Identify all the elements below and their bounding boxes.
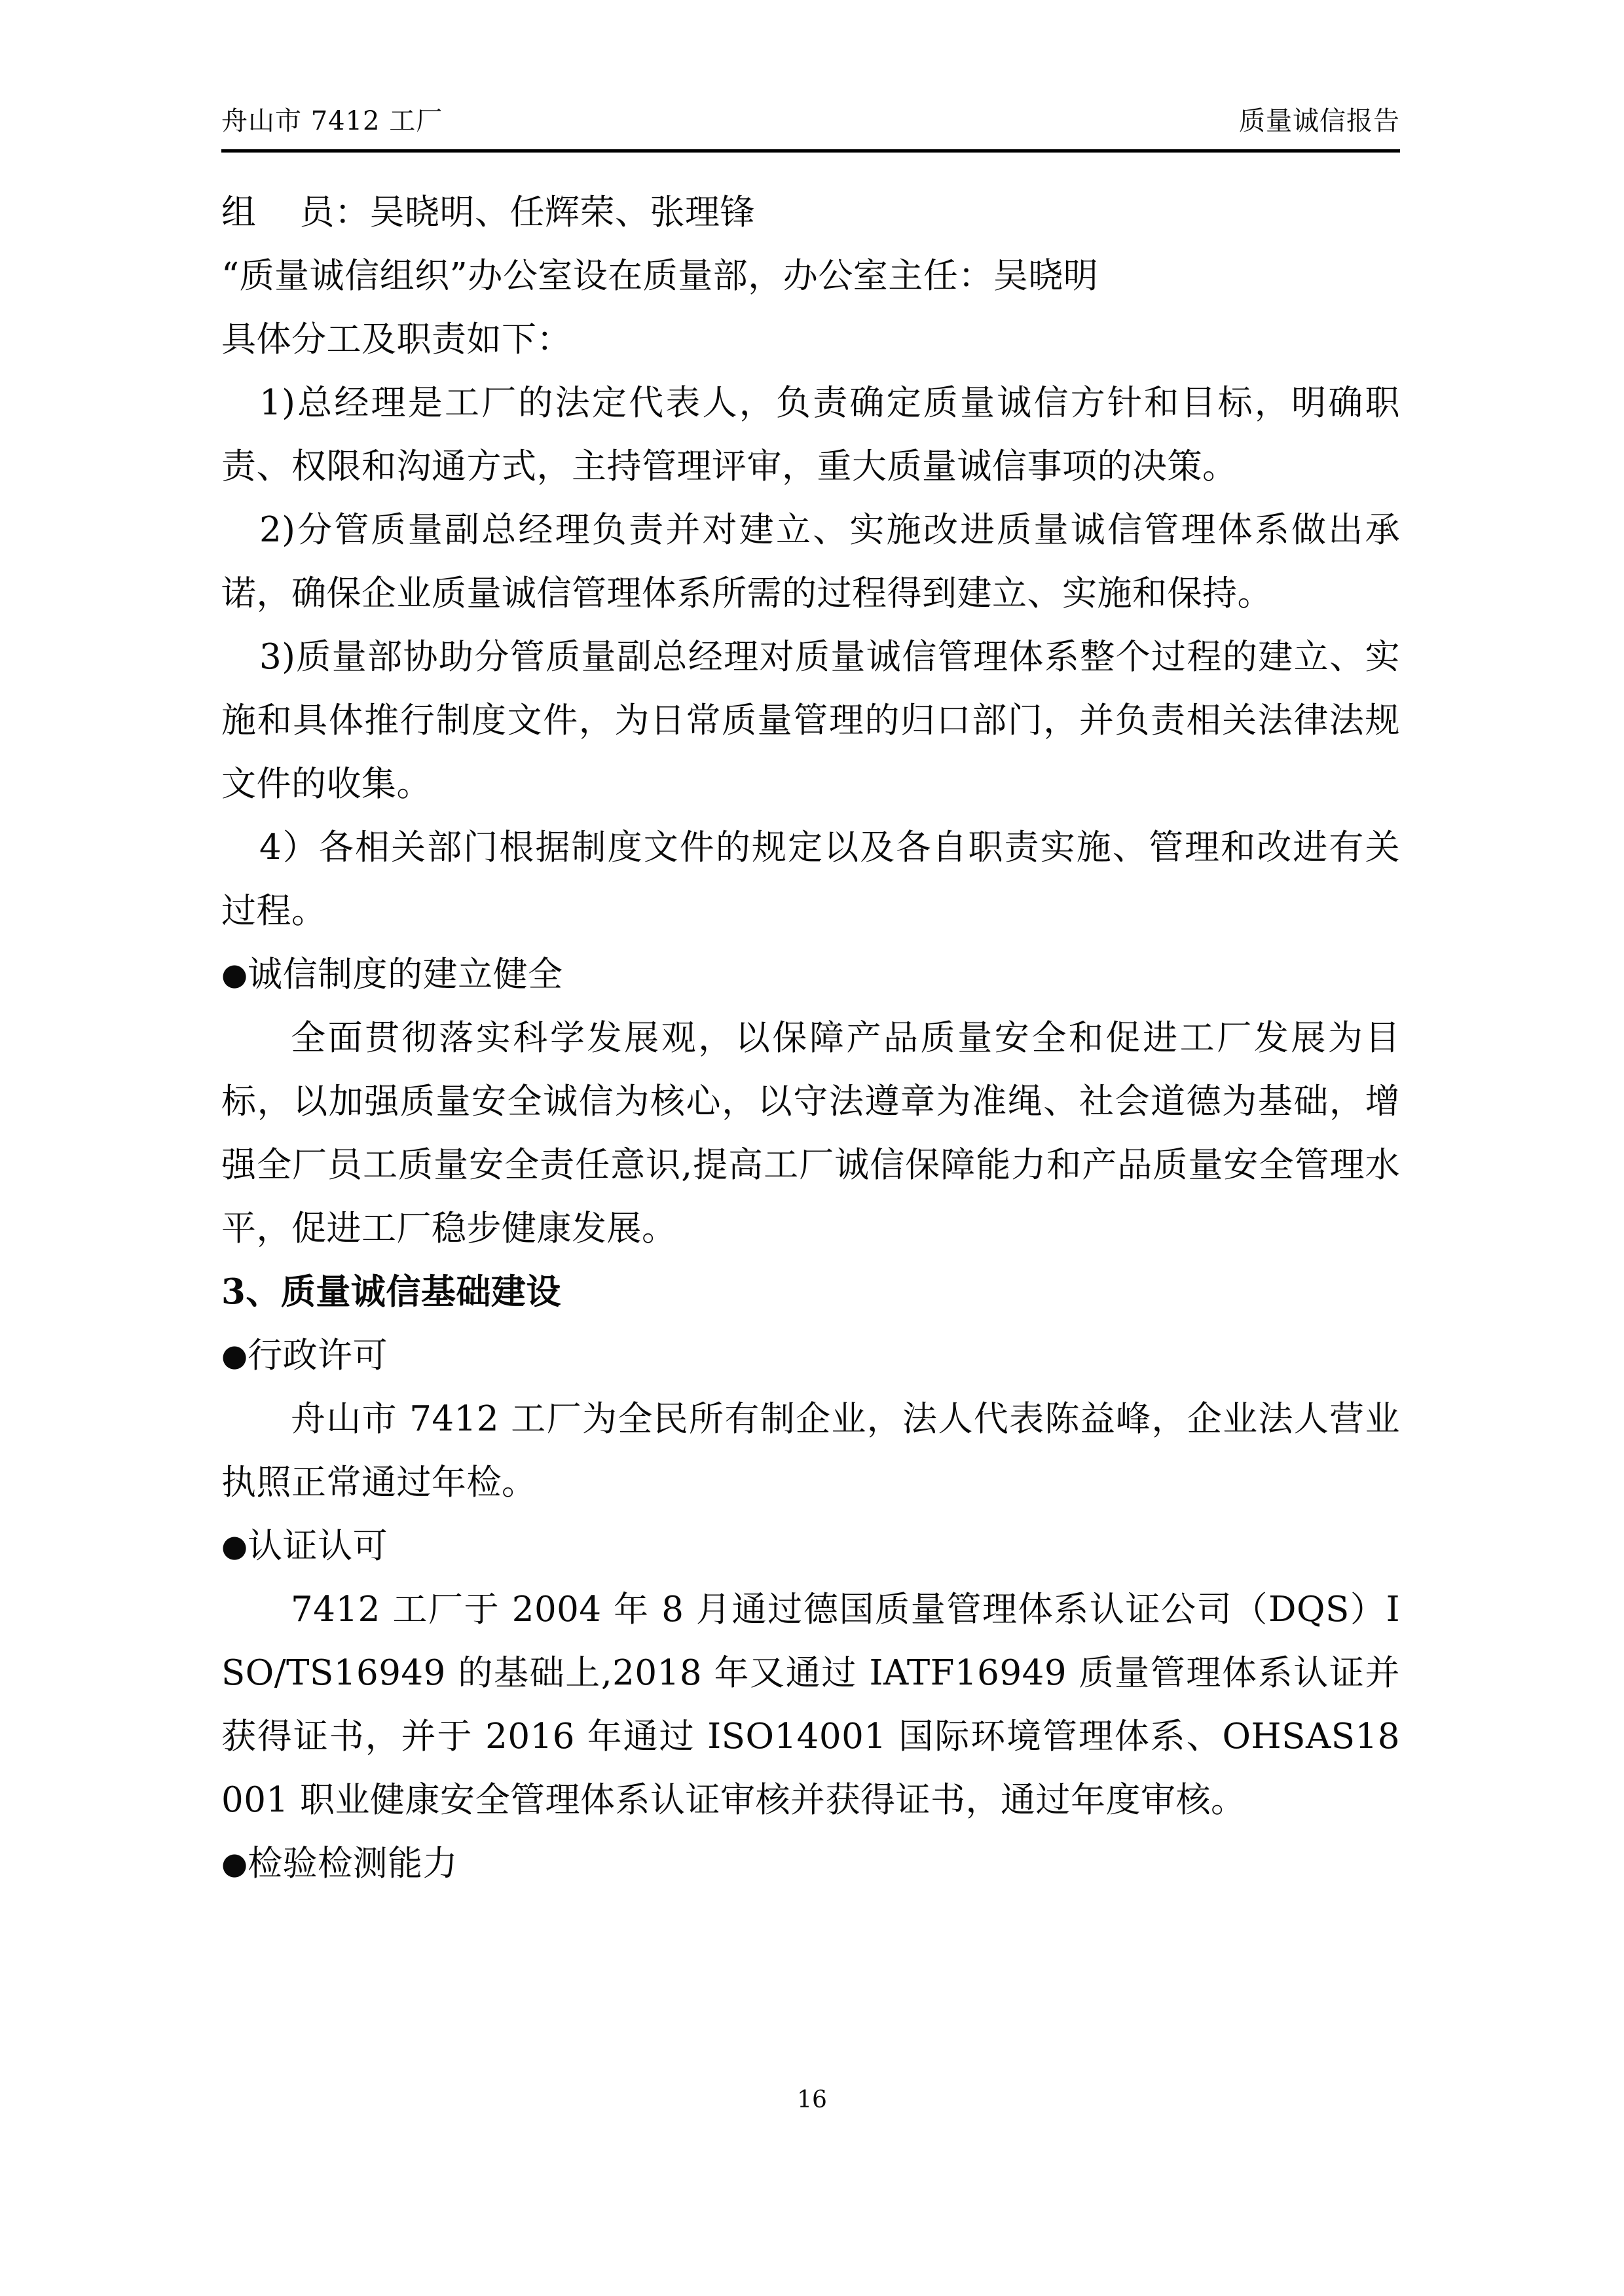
page-number: 16 (797, 2086, 827, 2113)
team-members-value: 员：吴晓明、任辉荣、张理锋 (299, 192, 755, 232)
bullet-heading-certification-label: 认证认可 (248, 1526, 388, 1566)
paragraph-duty-1: 1)总经理是工厂的法定代表人，负责确定质量诚信方针和目标，明确职责、权限和沟通方式，主持管理评审，重大质量诚信事项的决策。 (221, 383, 1400, 486)
paragraph-certification: 7412 工厂于 2004 年 8 月通过德国质量管理体系认证公司（DQS）ISO/TS16949 的基础上,2018 年又通过 IATF16949 质量管理体系认证并获得证书，并于 2016 年通过 ISO14001 国际环境管理体系、OHSAS18001 职业健康安全管理体系认证审核并获得证书，通过年度审核。 (221, 1590, 1400, 1820)
paragraph-office-location: “质量诚信组织”办公室设在质量部，办公室主任：吴晓明 (221, 256, 1099, 296)
page-header (221, 108, 1400, 134)
bullet-dot-icon: ● (221, 1528, 248, 1563)
bullet-dot-icon: ● (221, 1338, 248, 1373)
paragraph-integrity-system: 全面贯彻落实科学发展观，以保障产品质量安全和促进工厂发展为目标，以加强质量安全诚信为核心，以守法遵章为准绳、社会道德为基础，增强全厂员工质量安全责任意识,提高工厂诚信保障能力和产品质量安全管理水平，促进工厂稳步健康发展。 (221, 1018, 1400, 1248)
paragraph-team-members (221, 181, 1400, 244)
paragraph-admin-license: 舟山市 7412 工厂为全民所有制企业，法人代表陈益峰，企业法人营业执照正常通过年检。 (221, 1399, 1400, 1503)
bullet-heading-certification (221, 1514, 1400, 1578)
bullet-heading-inspection-capability-label: 检验检测能力 (248, 1844, 458, 1884)
bullet-heading-inspection-capability (221, 1832, 1400, 1895)
bullet-heading-admin-license (221, 1324, 1400, 1387)
paragraph-duty-2: 2)分管质量副总经理负责并对建立、实施改进质量诚信管理体系做出承诺，确保企业质量诚信管理体系所需的过程得到建立、实施和保持。 (221, 510, 1400, 613)
paragraph-duty-4: 4）各相关部门根据制度文件的规定以及各自职责实施、管理和改进有关过程。 (221, 828, 1400, 931)
team-members-label: 组 (221, 192, 257, 232)
bullet-dot-icon: ● (221, 1846, 248, 1881)
document-body (221, 181, 1400, 1895)
bullet-heading-integrity-system-label: 诚信制度的建立健全 (248, 955, 563, 994)
bullet-dot-icon: ● (221, 957, 248, 992)
section-heading-3: 3、质量诚信基础建设 (221, 1271, 561, 1312)
header-divider-rule (221, 149, 1400, 153)
paragraph-duty-3: 3)质量部协助分管质量副总经理对质量诚信管理体系整个过程的建立、实施和具体推行制度文件，为日常质量管理的归口部门，并负责相关法律法规文件的收集。 (221, 637, 1400, 804)
header-company-name: 舟山市 7412 工厂 (221, 106, 443, 136)
bullet-heading-integrity-system (221, 943, 1400, 1006)
header-document-title: 质量诚信报告 (1239, 106, 1400, 136)
bullet-heading-admin-license-label: 行政许可 (248, 1336, 388, 1376)
paragraph-duties-intro: 具体分工及职责如下： (221, 319, 572, 359)
